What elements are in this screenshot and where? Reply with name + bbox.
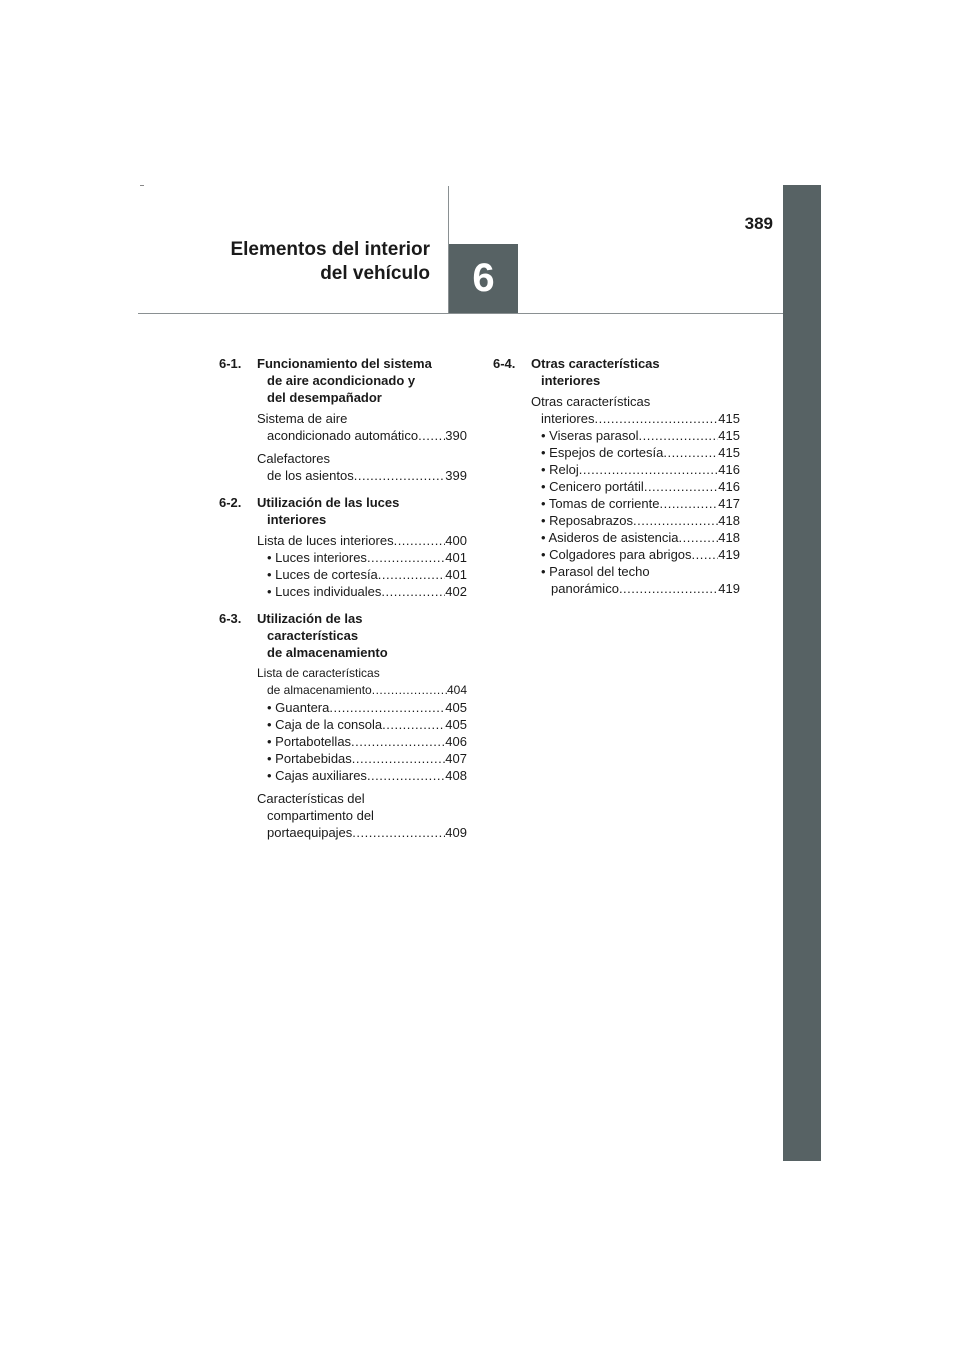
toc-section-6-3: 6-3. Utilización de las características de almacenamiento Lista de características de almacenamiento ..... 404 • Guantera ..... 405 • Caja de la consola ..... 405 • Portabotellas ..... 406 • Portabebidas ..... 407 • Cajas auxiliares ..... 408 Características del compartimento del portaequipajes ..... 409	[219, 610, 467, 841]
chapter-side-tab	[783, 185, 821, 1161]
toc-entry[interactable]: Lista de luces interiores ..... 400	[257, 532, 467, 549]
page-ref: 390	[445, 428, 467, 443]
toc-entry[interactable]: Características del compartimento del portaequipajes ..... 409	[257, 790, 467, 841]
page-ref: 400	[445, 533, 467, 548]
chapter-number: 6	[472, 256, 495, 300]
toc-entry[interactable]: Calefactores de los asientos ..... 399	[257, 450, 467, 484]
toc-entry[interactable]: • Cajas auxiliares ..... 408	[257, 767, 467, 784]
toc-section-6-1	[219, 355, 467, 484]
page-ref: 404	[446, 683, 467, 697]
section-title: Utilización de las características de almacenamiento	[257, 611, 388, 660]
toc-column-right	[493, 355, 740, 607]
page-ref: 401	[445, 550, 467, 565]
chapter-title	[230, 238, 430, 286]
chapter-title-line: del vehículo	[320, 263, 430, 284]
toc-column-left	[219, 355, 467, 851]
page-ref: 405	[445, 717, 467, 732]
toc-entry[interactable]: de almacenamiento ..... 404	[257, 682, 467, 699]
page-ref: 416	[718, 479, 740, 494]
chapter-title-line: Elementos del interior	[230, 239, 430, 260]
page-ref: 418	[718, 513, 740, 528]
section-number: 6-1.	[219, 356, 242, 371]
page-ref: 408	[445, 768, 467, 783]
toc-entry[interactable]: panorámico ..... 419	[531, 580, 740, 597]
header-divider-horizontal	[138, 313, 783, 314]
toc-entry[interactable]: • Cenicero portátil ..... 416	[531, 478, 740, 495]
toc-entry[interactable]: • Portabotellas ..... 406	[257, 733, 467, 750]
toc-section-6-2	[219, 494, 467, 600]
page-ref: 399	[445, 468, 467, 483]
page-ref: 419	[718, 547, 740, 562]
toc-entry[interactable]: • Caja de la consola ..... 405	[257, 716, 467, 733]
page-ref: 415	[718, 411, 740, 426]
toc-entry[interactable]: Sistema de aire acondicionado automático ..... 390	[257, 410, 467, 444]
section-title: Otras características interiores	[531, 356, 660, 388]
page-ref: 402	[445, 584, 467, 599]
page-ref: 407	[445, 751, 467, 766]
section-title: Funcionamiento del sistema de aire acondicionado y del desempañador	[257, 356, 432, 405]
page-ref: 418	[718, 530, 740, 545]
chapter-number-box	[449, 244, 518, 313]
page-ref: 419	[718, 581, 740, 596]
toc-entry[interactable]: • Reposabrazos ..... 418	[531, 512, 740, 529]
toc-entry[interactable]: • Viseras parasol ..... 415	[531, 427, 740, 444]
section-number: 6-4.	[493, 356, 516, 371]
toc-section-6-4: 6-4. Otras características interiores Otras características interiores ..... 415 • Viseras parasol ..... 415 • Espejos de cortesía ..... 415 • Reloj ..... 416 • Cenicero portátil ..... 416 • Tomas de corriente ..... 417 • Reposabrazos ..... 418 • Asideros de asistencia ..... 418 • Colgadores para abrigos ..... 419 • Parasol del techo panorámico ..... 419	[493, 355, 740, 597]
page-ref: 406	[445, 734, 467, 749]
toc-entry[interactable]: • Colgadores para abrigos ..... 419	[531, 546, 740, 563]
page-ref: 409	[445, 825, 467, 840]
toc-entry[interactable]: • Reloj ..... 416	[531, 461, 740, 478]
crop-mark	[140, 185, 144, 186]
toc-entry[interactable]: • Luces individuales ..... 402	[257, 583, 467, 600]
toc-entry[interactable]: • Portabebidas ..... 407	[257, 750, 467, 767]
toc-entry[interactable]: • Guantera ..... 405	[257, 699, 467, 716]
section-title: Utilización de las luces interiores	[257, 495, 400, 527]
toc-entry[interactable]: • Luces interiores ..... 401	[257, 549, 467, 566]
page-ref: 417	[718, 496, 740, 511]
toc-entry[interactable]: • Espejos de cortesía ..... 415	[531, 444, 740, 461]
toc-entry[interactable]: • Asideros de asistencia ..... 418	[531, 529, 740, 546]
page-ref: 415	[718, 445, 740, 460]
page-ref: 415	[718, 428, 740, 443]
page-ref: 405	[445, 700, 467, 715]
section-number: 6-3.	[219, 611, 242, 626]
page-ref: 401	[445, 567, 467, 582]
toc-entry[interactable]: • Tomas de corriente ..... 417	[531, 495, 740, 512]
toc-entry[interactable]: interiores ..... 415	[531, 410, 740, 427]
page-ref: 416	[718, 462, 740, 477]
section-number: 6-2.	[219, 495, 242, 510]
toc-entry[interactable]: • Luces de cortesía ..... 401	[257, 566, 467, 583]
page-number: 389	[744, 214, 773, 233]
